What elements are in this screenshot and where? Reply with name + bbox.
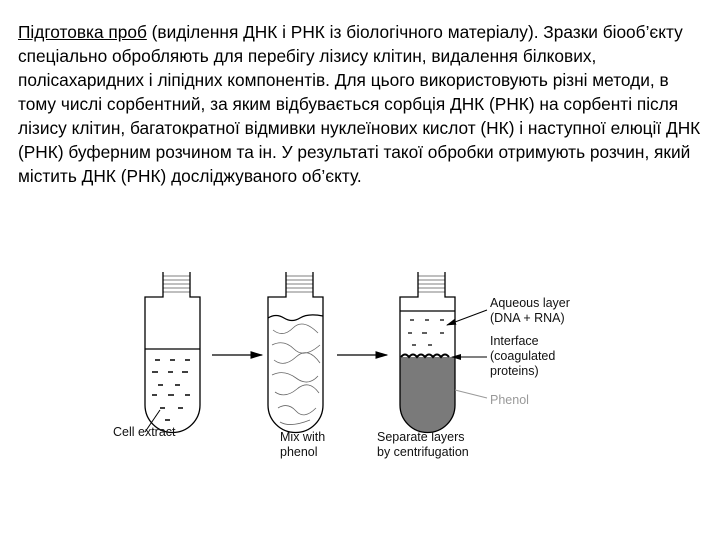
phenol-layer — [400, 357, 455, 432]
interface-label-line1: Interface — [490, 334, 539, 348]
phenol-label: Phenol — [490, 393, 529, 407]
separate-label-line2: by centrifugation — [377, 445, 469, 459]
cell-extract-label: Cell extract — [113, 425, 176, 439]
interface-label-line2: (coagulated — [490, 349, 556, 363]
tube-cell-extract — [145, 272, 200, 432]
interface-label — [490, 334, 555, 379]
aqueous-pointer — [447, 310, 487, 325]
mix-label-line2: phenol — [280, 445, 318, 459]
heading-term: Підготовка проб — [18, 22, 147, 42]
tube-mixed — [268, 272, 323, 432]
aqueous-label-line1: Aqueous layer — [490, 296, 570, 310]
tube-separated — [400, 272, 455, 432]
mix-label-line1: Mix with — [280, 430, 326, 444]
phenol-pointer — [455, 390, 487, 398]
aqueous-label — [490, 296, 570, 326]
interface-layer — [401, 355, 449, 358]
mix-label — [280, 430, 325, 460]
separate-label-line1: Separate layers — [377, 430, 465, 444]
paragraph-text: (виділення ДНК і РНК із біологічного матеріалу). Зразки біооб’єкту спеціально обробляють для перебігу лізису клітин, видалення білкових, полісахаридних і ліпідних компонентів. Для цього використовують різні методи, в тому числі сорбентний, за яким відбувається сорбція ДНК (РНК) на сорбенті після лізису клітин, багатократної відмивки нуклеїнових кислот (НК) і наступної елюції ДНК (РНК) буферним розчином та ін. У результаті такої обробки отримують розчин, який містить ДНК (РНК) досліджуваного об’єкту. — [18, 22, 701, 186]
interface-label-line3: proteins) — [490, 364, 539, 378]
aqueous-label-line2: (DNA + RNA) — [490, 311, 565, 325]
separate-label — [377, 430, 469, 460]
